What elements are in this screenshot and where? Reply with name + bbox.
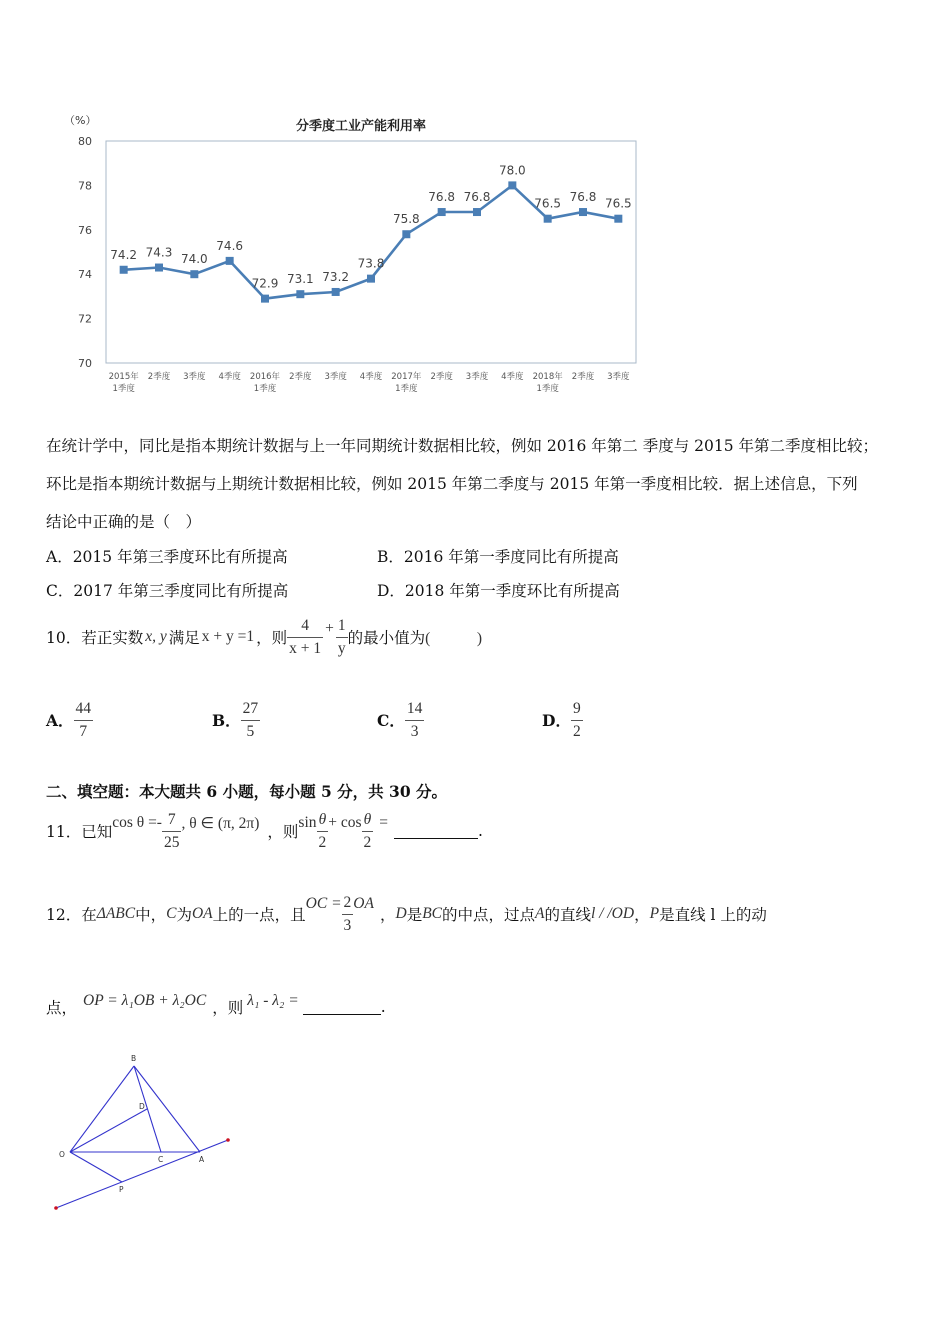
q10-fraction-2 — [336, 615, 348, 660]
data-point — [438, 208, 446, 216]
data-label: 78.0 — [498, 163, 526, 178]
q11-fraction — [162, 809, 182, 854]
q11-h2-den: 2 — [363, 833, 372, 851]
q11-prefix: 11．已知 — [46, 823, 113, 841]
q10-a-label: A． — [46, 711, 74, 730]
x-tick-label: 2016年 — [249, 372, 281, 382]
data-label: 76.5 — [534, 196, 562, 211]
data-point — [367, 275, 375, 283]
q12-answer-blank[interactable] — [303, 1000, 381, 1015]
data-point — [226, 257, 234, 265]
q12-stem-line-1 — [46, 886, 767, 942]
q10-b-num: 27 — [241, 698, 261, 721]
chart-title: 分季度工业产能利用率 — [295, 119, 427, 134]
q11-range: , θ ∈ (π, 2π) — [181, 814, 260, 832]
q11-f-num: 7 — [162, 809, 182, 832]
q10-suffix: 的最小值为 — [347, 629, 426, 647]
q10-d-num: 9 — [571, 698, 583, 721]
x-tick-label: 3季度 — [324, 372, 347, 382]
x-tick-label-line2: 1季度 — [112, 384, 135, 394]
data-point — [473, 208, 481, 216]
q10-f1-num: 4 — [287, 615, 323, 638]
q12-t1: 中， — [135, 906, 167, 924]
point-end-right — [226, 1138, 230, 1142]
q11-end: . — [478, 822, 483, 840]
q10-a-num: 44 — [74, 698, 94, 721]
data-point — [544, 215, 552, 223]
q10-prefix: 10．若正实数 — [46, 629, 144, 647]
label-C: C — [158, 1155, 164, 1164]
y-tick-label: 70 — [78, 357, 92, 370]
q12-end: . — [380, 998, 386, 1016]
q9-option-b: B．2016 年第一季度同比有所提高 — [377, 548, 619, 566]
q9-option-c: C．2017 年第三季度同比有所提高 — [46, 582, 289, 600]
segment-OP — [70, 1152, 122, 1182]
q9-option-a: A．2015 年第三季度环比有所提高 — [46, 548, 288, 566]
chart-unit-label: （%） — [64, 114, 97, 127]
q9-stem-line-3: 结论中正确的是（ ） — [46, 513, 202, 531]
q12-t4: ， — [379, 906, 396, 924]
data-label: 76.8 — [428, 190, 456, 205]
x-tick-label: 2015年 — [108, 372, 139, 382]
capacity-utilization-chart — [60, 108, 660, 408]
q12-t6: 的中点，过点 — [442, 906, 536, 924]
y-tick-label: 72 — [78, 312, 92, 326]
q10-f2-den: y — [337, 639, 346, 657]
data-point — [402, 230, 410, 238]
q10-b-den: 5 — [246, 722, 255, 740]
q10-b-label: B． — [212, 711, 241, 730]
x-tick-label: 3季度 — [183, 372, 206, 382]
q12-fr-den: 3 — [343, 916, 352, 934]
q10-c-label: C． — [377, 711, 405, 730]
data-label: 75.8 — [392, 212, 420, 227]
y-tick-label: 80 — [78, 135, 92, 148]
x-tick-label: 4季度 — [218, 372, 241, 382]
q10-option-a — [46, 695, 93, 745]
q12-triangle: ΔABC — [96, 905, 136, 922]
q12-C: C — [166, 905, 177, 922]
q11-equals: = — [379, 814, 389, 831]
geometry-figure — [48, 1050, 238, 1218]
x-tick-label: 2017年 — [391, 372, 422, 382]
data-point — [296, 290, 304, 298]
data-labels — [110, 163, 631, 290]
q12-fraction — [342, 892, 354, 937]
data-label: 76.8 — [463, 190, 491, 205]
y-tick-label: 74 — [78, 268, 92, 282]
q9-option-d: D．2018 年第一季度环比有所提高 — [377, 582, 620, 600]
q12-op-equation: OP = λ₁OB + λ₂OC — [83, 992, 207, 1009]
q12-A: A — [535, 905, 545, 922]
q11-cos: cos θ =- — [112, 814, 162, 831]
q12-stem-line-2 — [46, 990, 386, 1024]
q12-fr-num: 2 — [342, 892, 354, 915]
line-l — [56, 1140, 228, 1208]
y-axis-ticks — [78, 135, 92, 370]
segment-OD — [70, 1109, 147, 1152]
data-point — [579, 208, 587, 216]
q12-t3: 上的一点，且 — [212, 906, 306, 924]
data-label: 76.5 — [604, 196, 632, 211]
q10-vars: x, y — [145, 628, 167, 645]
q10-option-d — [542, 695, 583, 745]
q10-paren: ( ) — [425, 630, 482, 647]
q10-fraction-1 — [287, 615, 323, 660]
data-label: 73.2 — [322, 269, 350, 284]
data-label: 74.6 — [216, 238, 244, 253]
q11-h1-den: 2 — [318, 833, 327, 851]
q10-f1-den: x + 1 — [289, 639, 322, 657]
x-tick-label-line2: 1季度 — [536, 384, 559, 394]
data-point — [190, 270, 198, 278]
x-tick-label: 3季度 — [607, 372, 630, 382]
q10-d-label: D． — [542, 711, 571, 730]
q10-b-fraction — [241, 698, 261, 743]
q11-then: ，则 — [267, 823, 299, 841]
q11-h1-num: θ — [317, 809, 329, 832]
q12-oa-rhs: OA — [353, 895, 374, 912]
q12-t9: 是直线 l 上的动 — [659, 906, 767, 924]
data-point — [508, 181, 516, 189]
q10-d-den: 2 — [572, 722, 581, 740]
label-B: B — [131, 1054, 137, 1063]
q11-f-den: 25 — [163, 833, 180, 851]
q12-parallel: l / /OD — [591, 905, 635, 922]
q10-option-b — [212, 695, 260, 745]
q10-condition: x + y =1 — [201, 628, 255, 645]
data-point — [155, 264, 163, 272]
label-D: D — [139, 1102, 145, 1111]
q11-answer-blank[interactable] — [394, 824, 478, 839]
q12-oc-lhs: OC = — [305, 895, 342, 912]
data-point — [614, 215, 622, 223]
x-tick-label: 4季度 — [501, 372, 524, 382]
q10-option-c — [377, 695, 424, 745]
q12-P: P — [649, 905, 660, 922]
x-tick-label: 2季度 — [430, 372, 453, 382]
data-label: 74.3 — [145, 245, 173, 260]
data-label: 76.8 — [569, 190, 597, 205]
x-tick-label: 4季度 — [359, 372, 383, 382]
data-label: 74.2 — [110, 247, 138, 262]
data-label: 74.0 — [180, 252, 208, 267]
q10-comma: ，则 — [256, 629, 288, 647]
data-label: 72.9 — [251, 276, 279, 291]
q10-stem — [46, 612, 482, 662]
q12-t5: 是 — [406, 906, 423, 924]
q12-D: D — [395, 905, 407, 922]
label-P: P — [119, 1185, 124, 1194]
q12-then: ，则 — [212, 999, 244, 1017]
q10-c-den: 3 — [410, 722, 419, 740]
label-O: O — [59, 1150, 65, 1159]
y-tick-label: 78 — [78, 179, 92, 193]
q12-prefix: 12．在 — [46, 906, 97, 924]
q10-a-den: 7 — [79, 722, 88, 740]
point-end-left — [54, 1206, 58, 1210]
x-tick-label-line2: 1季度 — [253, 384, 277, 394]
q10-d-fraction — [571, 698, 583, 743]
segment-OB — [70, 1066, 134, 1152]
q11-stem — [46, 806, 483, 856]
label-A: A — [199, 1155, 205, 1164]
q11-half-angle-2 — [362, 809, 374, 854]
q12-line2-start: 点， — [46, 999, 78, 1017]
data-label: 73.1 — [286, 272, 314, 287]
x-tick-label: 3季度 — [465, 372, 489, 382]
x-tick-label: 2季度 — [571, 372, 595, 382]
x-tick-label: 2018年 — [532, 372, 563, 382]
data-label: 73.8 — [357, 256, 385, 271]
q10-c-fraction — [405, 698, 425, 743]
q10-cond-label: 满足 — [168, 629, 200, 647]
q12-OA: OA — [191, 905, 213, 922]
x-tick-label: 2季度 — [289, 372, 312, 382]
q10-a-fraction — [74, 698, 94, 743]
q10-plus: + — [325, 620, 334, 637]
q12-t7: 的直线 — [544, 906, 592, 924]
q11-sin: sin — [298, 814, 317, 831]
x-axis-ticks — [109, 371, 630, 394]
q12-t8: ， — [634, 906, 650, 924]
q9-stem-line-1: 在统计学中，同比是指本期统计数据与上一年同期统计数据相比较，例如 2016 年第二 季度与 2015 年第二季度相比较； — [46, 437, 879, 455]
q11-h2-num: θ — [362, 809, 374, 832]
q12-BC: BC — [422, 905, 443, 922]
data-point — [332, 288, 340, 296]
q11-pluscos: + cos — [328, 814, 362, 831]
q9-stem-line-2: 环比是指本期统计数据与上期统计数据相比较，例如 2015 年第二季度与 2015 年第一季度相比较．据上述信息，下列 — [46, 475, 858, 493]
q10-c-num: 14 — [405, 698, 425, 721]
data-point — [261, 295, 269, 303]
y-tick-label: 76 — [78, 223, 92, 237]
q12-t2: 为 — [176, 906, 192, 924]
q12-difference: λ₁ - λ₂ = — [247, 992, 299, 1009]
q11-half-angle-1 — [317, 809, 329, 854]
x-tick-label: 2季度 — [147, 372, 171, 382]
section-2-heading: 二、填空题：本大题共 6 小题，每小题 5 分，共 30 分。 — [46, 782, 448, 801]
data-point — [120, 266, 128, 274]
x-tick-label-line2: 1季度 — [395, 384, 418, 394]
q10-f2-num: 1 — [336, 615, 348, 638]
